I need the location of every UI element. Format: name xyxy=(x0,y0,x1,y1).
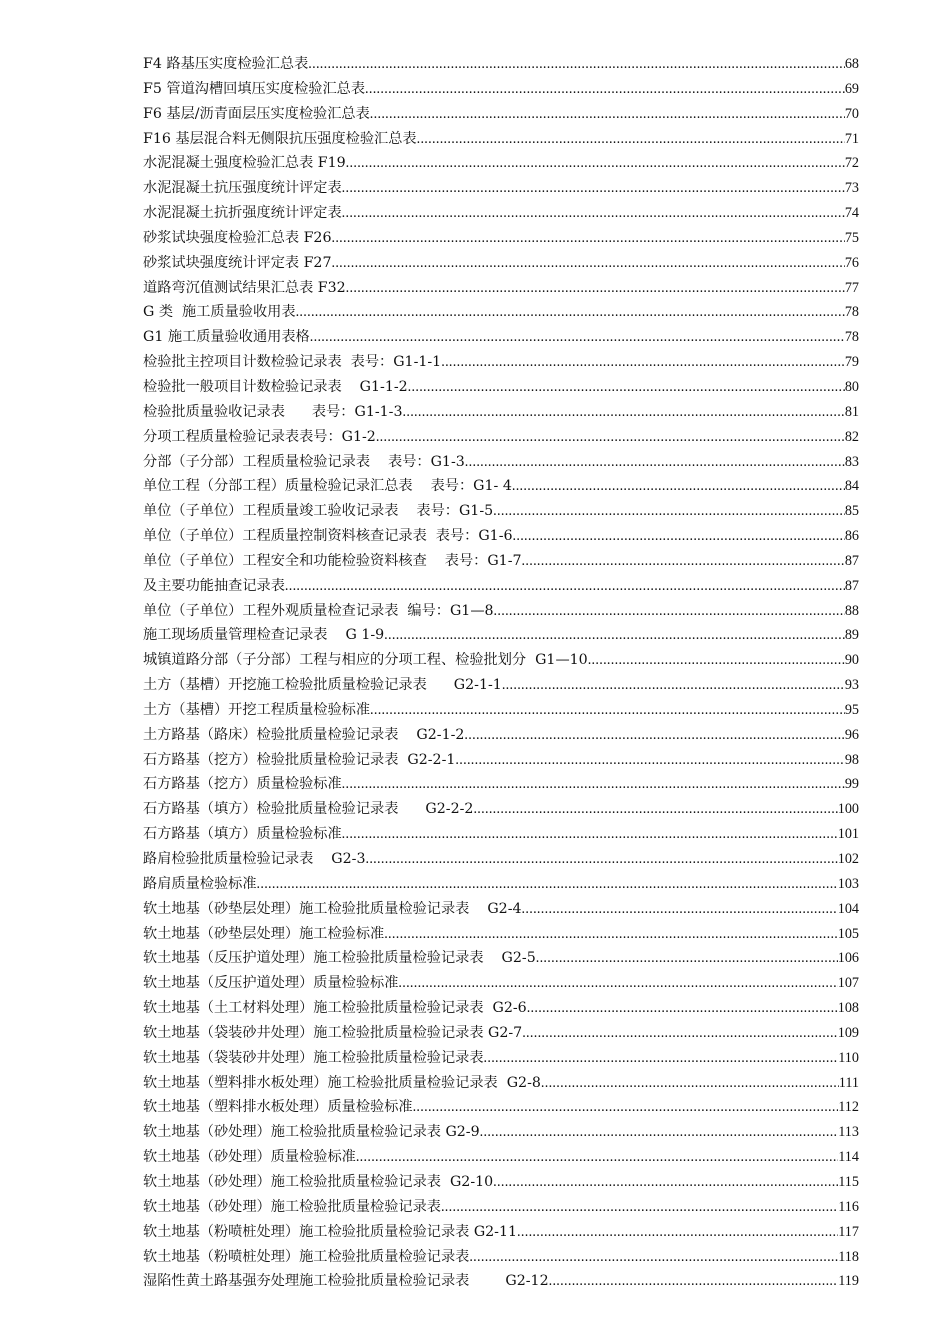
toc-dot-leader xyxy=(308,52,845,77)
toc-entry-page-number: 96 xyxy=(844,726,859,743)
toc-entry-page-number: 74 xyxy=(844,205,859,222)
toc-entry-title: 分项工程质量检验记录表表号：G1-2 xyxy=(143,428,376,445)
toc-dot-leader xyxy=(331,226,844,251)
toc-dot-leader xyxy=(480,1120,839,1145)
toc-entry[interactable] xyxy=(143,1021,859,1046)
toc-entry-page-number: 85 xyxy=(844,503,859,520)
toc-entry-page-number: 73 xyxy=(844,180,859,197)
toc-entry[interactable] xyxy=(143,474,859,499)
toc-entry[interactable] xyxy=(143,623,859,648)
toc-entry[interactable] xyxy=(143,1046,859,1071)
toc-dot-leader xyxy=(342,772,845,797)
toc-dot-leader xyxy=(527,996,838,1021)
toc-entry[interactable] xyxy=(143,226,859,251)
toc-entry-page-number: 72 xyxy=(844,155,859,172)
toc-entry-title: 砂浆试块强度统计评定表 F27 xyxy=(143,254,332,271)
toc-entry[interactable] xyxy=(143,698,859,723)
toc-entry-title: F6 基层/沥青面层压实度检验汇总表 xyxy=(143,105,370,122)
toc-entry[interactable] xyxy=(143,797,859,822)
toc-entry-title: 软土地基（砂垫层处理）施工检验批质量检验记录表 G2-4 xyxy=(143,900,522,917)
toc-dot-leader xyxy=(441,350,845,375)
toc-entry-page-number: 68 xyxy=(844,56,859,72)
toc-dot-leader xyxy=(522,897,838,922)
toc-entry-page-number: 83 xyxy=(844,453,859,470)
toc-entry-title: 检验批主控项目计数检验记录表 表号：G1-1-1 xyxy=(143,354,442,371)
toc-entry-title: 单位（子单位）工程外观质量检查记录表 编号：G1—8 xyxy=(143,602,494,619)
toc-dot-leader xyxy=(384,623,845,648)
toc-entry[interactable] xyxy=(143,1195,859,1220)
toc-entry-page-number: 111 xyxy=(838,1074,859,1091)
toc-entry-page-number: 110 xyxy=(838,1049,859,1066)
toc-entry[interactable] xyxy=(143,375,859,400)
toc-entry-title: 石方路基（填方）检验批质量检验记录表 G2-2-2 xyxy=(143,801,474,818)
toc-dot-leader xyxy=(296,300,845,325)
toc-entry[interactable] xyxy=(143,77,859,102)
toc-entry-title: 单位（子单位）工程质量竣工验收记录表 表号：G1-5 xyxy=(143,503,494,520)
toc-dot-leader xyxy=(512,474,845,499)
toc-dot-leader xyxy=(464,723,844,748)
toc-entry[interactable] xyxy=(143,748,859,773)
toc-entry-page-number: 115 xyxy=(838,1173,859,1190)
toc-entry-title: 软土地基（反压护道处理）施工检验批质量检验记录表 G2-5 xyxy=(143,950,536,967)
toc-dot-leader xyxy=(331,251,844,276)
toc-entry-page-number: 108 xyxy=(837,1000,859,1017)
toc-entry-title: 石方路基（挖方）检验批质量检验记录表 G2-2-1 xyxy=(143,751,456,768)
toc-entry[interactable] xyxy=(143,1071,859,1096)
toc-entry-page-number: 69 xyxy=(844,80,859,97)
toc-entry-title: 软土地基（粉喷桩处理）施工检验批质量检验记录表 xyxy=(143,1248,470,1265)
toc-entry-page-number: 95 xyxy=(844,701,859,718)
toc-entry-title: 道路弯沉值测试结果汇总表 F32 xyxy=(143,279,346,296)
toc-entry[interactable] xyxy=(143,524,859,549)
toc-dot-leader xyxy=(522,1021,838,1046)
toc-entry-page-number: 84 xyxy=(844,478,859,495)
toc-entry-page-number: 75 xyxy=(844,229,859,246)
toc-dot-leader xyxy=(403,400,845,425)
toc-entry-page-number: 119 xyxy=(838,1273,859,1290)
toc-entry-title: F16 基层混合料无侧限抗压强度检验汇总表 xyxy=(143,130,417,147)
toc-entry-page-number: 86 xyxy=(844,528,859,545)
toc-entry-title: 软土地基（粉喷桩处理）施工检验批质量检验记录表 G2-11 xyxy=(143,1223,518,1240)
toc-entry-page-number: 107 xyxy=(837,975,859,992)
toc-dot-leader xyxy=(493,499,845,524)
toc-entry-page-number: 79 xyxy=(844,354,859,371)
toc-entry-page-number: 98 xyxy=(844,751,859,768)
toc-dot-leader xyxy=(384,922,838,947)
toc-entry-title: 检验批一般项目计数检验记录表 G1-1-2 xyxy=(143,378,408,395)
toc-entry-page-number: 112 xyxy=(838,1099,859,1116)
toc-entry-title: 单位（子单位）工程质量控制资料核查记录表 表号：G1-6 xyxy=(143,528,513,545)
toc-entry[interactable] xyxy=(143,772,859,797)
toc-dot-leader xyxy=(398,971,837,996)
toc-entry-page-number: 87 xyxy=(844,552,859,569)
toc-dot-leader xyxy=(257,872,838,897)
toc-dot-leader xyxy=(342,822,838,847)
toc-entry-page-number: 105 xyxy=(837,925,859,942)
toc-dot-leader xyxy=(441,1195,838,1220)
toc-entry-title: 软土地基（砂垫层处理）施工检验标准 xyxy=(143,925,385,942)
toc-entry-page-number: 78 xyxy=(844,329,859,346)
toc-dot-leader xyxy=(346,151,845,176)
toc-entry[interactable] xyxy=(143,127,859,152)
toc-entry[interactable] xyxy=(143,822,859,847)
toc-entry[interactable] xyxy=(143,847,859,872)
toc-entry-page-number: 87 xyxy=(844,577,859,594)
toc-entry-title: 石方路基（填方）质量检验标准 xyxy=(143,826,342,843)
toc-dot-leader xyxy=(536,946,838,971)
toc-entry-page-number: 88 xyxy=(844,602,859,619)
toc-entry-title: 分部（子分部）工程质量检验记录表 表号：G1-3 xyxy=(143,453,465,470)
toc-entry-page-number: 109 xyxy=(837,1024,859,1041)
toc-entry[interactable] xyxy=(143,897,859,922)
toc-dot-leader xyxy=(522,549,845,574)
toc-entry-title: 路肩检验批质量检验记录表 G2-3 xyxy=(143,851,366,867)
toc-entry[interactable] xyxy=(143,499,859,524)
toc-dot-leader xyxy=(494,599,845,624)
toc-entry-page-number: 71 xyxy=(844,130,859,147)
toc-entry-page-number: 116 xyxy=(838,1198,859,1215)
toc-entry-title: 水泥混凝土抗压强度统计评定表 xyxy=(143,180,342,197)
toc-entry-page-number: 106 xyxy=(837,950,859,967)
toc-entry[interactable] xyxy=(143,102,859,127)
toc-entry[interactable] xyxy=(143,176,859,201)
toc-entry[interactable] xyxy=(143,276,859,301)
toc-entry-title: 湿陷性黄土路基强夯处理施工检验批质量检验记录表 G2-12 xyxy=(143,1273,549,1290)
toc-entry-title: 石方路基（挖方）质量检验标准 xyxy=(143,776,342,793)
toc-entry-page-number: 90 xyxy=(844,652,859,669)
toc-dot-leader xyxy=(502,673,845,698)
toc-entry-title: 施工现场质量管理检查记录表 G 1-9 xyxy=(143,627,385,644)
toc-entry[interactable] xyxy=(143,1120,859,1145)
toc-dot-leader xyxy=(342,201,845,226)
toc-dot-leader xyxy=(417,127,845,152)
toc-entry-page-number: 78 xyxy=(844,304,859,321)
toc-entry[interactable] xyxy=(143,971,859,996)
toc-entry[interactable] xyxy=(143,723,859,748)
toc-entry[interactable] xyxy=(143,201,859,226)
toc-entry-page-number: 114 xyxy=(838,1149,859,1166)
toc-dot-leader xyxy=(356,1145,838,1170)
toc-entry-page-number: 102 xyxy=(837,851,859,867)
toc-entry[interactable] xyxy=(143,1170,859,1195)
toc-entry[interactable] xyxy=(143,996,859,1021)
toc-entry[interactable] xyxy=(143,300,859,325)
toc-dot-leader xyxy=(513,524,845,549)
toc-entry[interactable] xyxy=(143,251,859,276)
toc-entry[interactable] xyxy=(143,1220,859,1245)
toc-entry-title: 单位（子单位）工程安全和功能检验资料核查 表号：G1-7 xyxy=(143,552,522,569)
toc-dot-leader xyxy=(473,797,837,822)
toc-entry-title: 路肩质量检验标准 xyxy=(143,875,257,892)
toc-entry-title: F5 管道沟槽回填压实度检验汇总表 xyxy=(143,80,366,97)
toc-entry[interactable] xyxy=(143,151,859,176)
toc-entry-title: 及主要功能抽查记录表 xyxy=(143,577,285,594)
toc-dot-leader xyxy=(342,176,845,201)
toc-entry-page-number: 104 xyxy=(837,900,859,917)
toc-entry[interactable] xyxy=(143,946,859,971)
toc-entry-page-number: 81 xyxy=(844,403,859,420)
toc-dot-leader xyxy=(285,574,845,599)
toc-entry-page-number: 113 xyxy=(838,1124,859,1141)
toc-entry-title: 软土地基（砂处理）施工检验批质量检验记录表 xyxy=(143,1198,441,1215)
toc-entry-title: 检验批质量验收记录表 表号：G1-1-3 xyxy=(143,403,403,420)
toc-entry[interactable] xyxy=(143,574,859,599)
toc-entry[interactable] xyxy=(143,400,859,425)
toc-entry-title: 水泥混凝土抗折强度统计评定表 xyxy=(143,205,342,222)
toc-entry-title: F4 路基压实度检验汇总表 xyxy=(143,56,309,72)
toc-dot-leader xyxy=(370,102,845,127)
toc-entry-page-number: 89 xyxy=(844,627,859,644)
toc-entry-page-number: 76 xyxy=(844,254,859,271)
toc-entry-page-number: 77 xyxy=(844,279,859,296)
toc-dot-leader xyxy=(310,325,845,350)
toc-entry[interactable] xyxy=(143,1245,859,1270)
toc-entry-title: G1 施工质量验收通用表格 xyxy=(143,329,310,346)
toc-entry-page-number: 70 xyxy=(844,105,859,122)
toc-dot-leader xyxy=(541,1071,839,1096)
toc-entry-title: 土方路基（路床）检验批质量检验记录表 G2-1-2 xyxy=(143,726,465,743)
toc-dot-leader xyxy=(517,1220,838,1245)
toc-dot-leader xyxy=(346,276,845,301)
table-of-contents xyxy=(143,52,859,1294)
toc-entry-page-number: 118 xyxy=(838,1248,859,1265)
toc-dot-leader xyxy=(465,450,845,475)
toc-entry[interactable] xyxy=(143,1269,859,1294)
toc-entry-title: 软土地基（砂处理）施工检验批质量检验记录表 G2-10 xyxy=(143,1173,494,1190)
toc-entry[interactable] xyxy=(143,350,859,375)
toc-entry-page-number: 117 xyxy=(838,1223,859,1240)
toc-dot-leader xyxy=(365,847,837,872)
toc-entry-page-number: 80 xyxy=(844,378,859,395)
toc-entry-title: 软土地基（塑料排水板处理）施工检验批质量检验记录表 G2-8 xyxy=(143,1074,541,1091)
toc-entry[interactable] xyxy=(143,549,859,574)
toc-entry-title: 土方（基槽）开挖工程质量检验标准 xyxy=(143,701,371,718)
toc-dot-leader xyxy=(469,1245,838,1270)
toc-entry[interactable] xyxy=(143,52,859,77)
toc-entry[interactable] xyxy=(143,648,859,673)
toc-entry-title: 软土地基（反压护道处理）质量检验标准 xyxy=(143,975,399,992)
toc-dot-leader xyxy=(376,425,845,450)
toc-entry[interactable] xyxy=(143,1095,859,1120)
toc-entry-title: 土方（基槽）开挖施工检验批质量检验记录表 G2-1-1 xyxy=(143,677,502,694)
toc-entry-title: 水泥混凝土强度检验汇总表 F19 xyxy=(143,155,346,172)
toc-dot-leader xyxy=(455,748,844,773)
toc-entry-title: 软土地基（塑料排水板处理）质量检验标准 xyxy=(143,1099,413,1116)
toc-entry-title: 砂浆试块强度检验汇总表 F26 xyxy=(143,229,332,246)
toc-entry-title: 软土地基（土工材料处理）施工检验批质量检验记录表 G2-6 xyxy=(143,1000,527,1017)
toc-dot-leader xyxy=(365,77,845,102)
toc-entry[interactable] xyxy=(143,450,859,475)
toc-dot-leader xyxy=(413,1095,839,1120)
toc-entry-page-number: 100 xyxy=(837,801,859,818)
toc-dot-leader xyxy=(484,1046,839,1071)
toc-entry-title: 软土地基（砂处理）施工检验批质量检验记录表 G2-9 xyxy=(143,1124,480,1141)
toc-entry-title: 单位工程（分部工程）质量检验记录汇总表 表号：G1- 4 xyxy=(143,478,512,495)
toc-entry-page-number: 82 xyxy=(844,428,859,445)
toc-entry-page-number: 103 xyxy=(837,875,859,892)
toc-entry[interactable] xyxy=(143,922,859,947)
toc-entry-title: 城镇道路分部（子分部）工程与相应的分项工程、检验批划分 G1—10 xyxy=(143,652,588,669)
toc-entry-title: 软土地基（袋装砂井处理）施工检验批质量检验记录表 G2-7 xyxy=(143,1024,523,1041)
toc-entry[interactable] xyxy=(143,1145,859,1170)
toc-entry[interactable] xyxy=(143,872,859,897)
toc-entry-page-number: 101 xyxy=(837,826,859,843)
toc-entry-title: 软土地基（袋装砂井处理）施工检验批质量检验记录表 xyxy=(143,1049,484,1066)
toc-entry-title: G 类 施工质量验收用表 xyxy=(143,304,296,321)
toc-entry-page-number: 99 xyxy=(844,776,859,793)
toc-entry-title: 软土地基（砂处理）质量检验标准 xyxy=(143,1149,356,1166)
toc-dot-leader xyxy=(588,648,845,673)
toc-entry[interactable] xyxy=(143,673,859,698)
toc-dot-leader xyxy=(493,1170,838,1195)
toc-entry[interactable] xyxy=(143,325,859,350)
toc-entry[interactable] xyxy=(143,425,859,450)
toc-dot-leader xyxy=(370,698,845,723)
toc-dot-leader xyxy=(408,375,845,400)
toc-dot-leader xyxy=(549,1269,839,1294)
toc-entry[interactable] xyxy=(143,599,859,624)
toc-entry-page-number: 93 xyxy=(844,677,859,694)
